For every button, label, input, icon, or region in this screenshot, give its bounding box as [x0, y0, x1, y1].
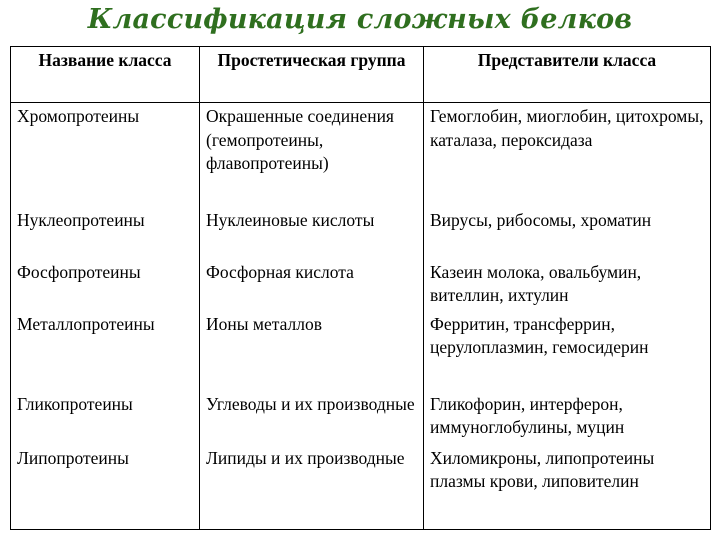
- table-row: [11, 391, 711, 445]
- cell-representatives: Ферритин, трансферрин, церулоплазмин, гемосидерин: [424, 311, 711, 391]
- header-representatives: Представители класса: [424, 47, 711, 103]
- cell-prosthetic-group: Углеводы и их производные: [200, 391, 424, 445]
- cell-representatives: Гликофорин, интерферон, иммуноглобулины, муцин: [424, 391, 711, 445]
- cell-prosthetic-group: Липиды и их производные: [200, 445, 424, 530]
- cell-class-name: Металлопротеины: [11, 311, 200, 391]
- table-header-row: [11, 47, 711, 103]
- table-row: [11, 445, 711, 530]
- table-row: [11, 103, 711, 207]
- cell-prosthetic-group: Ионы металлов: [200, 311, 424, 391]
- table-row: [11, 311, 711, 391]
- table-row: [11, 259, 711, 311]
- cell-prosthetic-group: Нуклеиновые кислоты: [200, 207, 424, 259]
- cell-class-name: Липопротеины: [11, 445, 200, 530]
- cell-class-name: Фосфопротеины: [11, 259, 200, 311]
- cell-class-name: Гликопротеины: [11, 391, 200, 445]
- cell-class-name: Нуклеопротеины: [11, 207, 200, 259]
- header-class-name: Название класса: [11, 47, 200, 103]
- table-row: [11, 207, 711, 259]
- cell-representatives: Казеин молока, овальбумин, вителлин, ихтулин: [424, 259, 711, 311]
- header-prosthetic-group: Простетическая группа: [200, 47, 424, 103]
- slide-title: Классификация сложных белков: [87, 4, 633, 35]
- cell-class-name: Хромопротеины: [11, 103, 200, 207]
- cell-representatives: Гемоглобин, миоглобин, цитохромы, каталаза, пероксидаза: [424, 103, 711, 207]
- cell-prosthetic-group: Фосфорная кислота: [200, 259, 424, 311]
- cell-representatives: Хиломикроны, липопротеины плазмы крови, липовителин: [424, 445, 711, 530]
- cell-representatives: Вирусы, рибосомы, хроматин: [424, 207, 711, 259]
- cell-prosthetic-group: Окрашенные соединения (гемопротеины, флавопротеины): [200, 103, 424, 207]
- protein-classification-table: [10, 46, 711, 530]
